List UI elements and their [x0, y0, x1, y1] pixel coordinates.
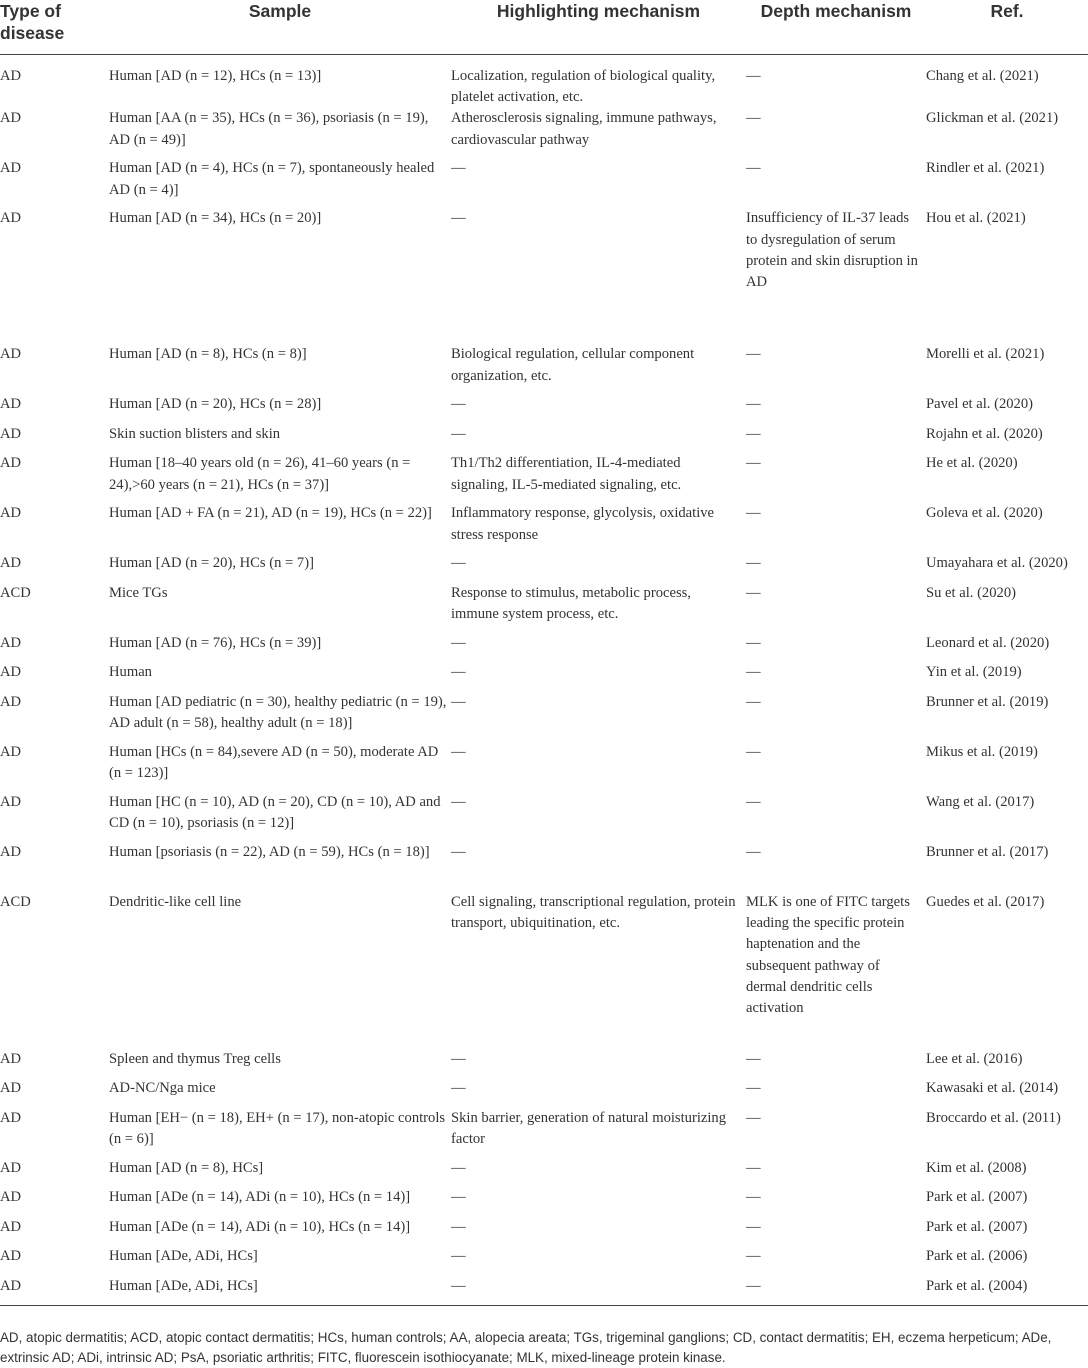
- cell-type: AD: [0, 634, 22, 651]
- cell-ref: Park et al. (2007): [926, 1189, 1028, 1206]
- cell-sample: AD-NC/Nga mice: [109, 1080, 216, 1097]
- cell-highlighting: —: [451, 425, 466, 442]
- table-row: [0, 1158, 1088, 1188]
- cell-type: ACD: [0, 584, 31, 601]
- header-ref: Ref.: [926, 0, 1088, 55]
- cell-type: AD: [0, 160, 22, 177]
- cell-sample: Human [AD (n = 34), HCs (n = 20)]: [109, 210, 322, 227]
- cell-highlighting: —: [451, 1248, 466, 1265]
- cell-sample: Dendritic-like cell line: [109, 893, 242, 910]
- cell-highlighting: —: [451, 160, 466, 177]
- cell-highlighting: —: [451, 743, 466, 760]
- cell-sample: Human [AA (n = 35), HCs (n = 36), psoriasis (n = 19), AD (n = 49)]: [109, 110, 429, 148]
- cell-type: AD: [0, 1248, 22, 1265]
- cell-ref: Park et al. (2004): [926, 1276, 1088, 1306]
- cell-sample: Human [18–40 years old (n = 26), 41–60 years (n = 24),>60 years (n = 21), HCs (n = 37)]: [109, 455, 411, 493]
- cell-depth: Insufficiency of IL-37 leads to dysregulation of serum protein and skin disruption in AD: [746, 210, 918, 291]
- table-row: [0, 662, 1088, 692]
- cell-ref: Wang et al. (2017): [926, 793, 1035, 810]
- cell-sample: Human [ADe, ADi, HCs]: [109, 1276, 451, 1306]
- cell-highlighting: —: [451, 843, 466, 860]
- table-row: [0, 842, 1088, 892]
- table-row: [0, 108, 1088, 158]
- cell-sample: Human [ADe, ADi, HCs]: [109, 1248, 258, 1265]
- cell-depth: —: [746, 68, 761, 84]
- cell-highlighting: —: [451, 555, 466, 572]
- cell-type: AD: [0, 1080, 22, 1097]
- table-row: [0, 1108, 1088, 1158]
- cell-sample: Human [AD (n = 8), HCs (n = 8)]: [109, 346, 307, 363]
- cell-highlighting: —: [451, 1189, 466, 1206]
- cell-highlighting: —: [451, 793, 466, 810]
- cell-depth: —: [746, 455, 761, 472]
- cell-depth: —: [746, 1080, 761, 1097]
- cell-sample: Human [psoriasis (n = 22), AD (n = 59), HCs (n = 18)]: [109, 843, 430, 860]
- cell-highlighting: —: [451, 664, 466, 681]
- cell-type: AD: [0, 396, 22, 413]
- header-depth-mechanism: Depth mechanism: [746, 0, 926, 55]
- cell-depth: —: [746, 693, 761, 710]
- cell-depth: —: [746, 664, 761, 681]
- cell-type: AD: [0, 664, 22, 681]
- cell-type: AD: [0, 210, 22, 227]
- table-row: [0, 55, 1088, 109]
- cell-ref: Chang et al. (2021): [926, 68, 1039, 84]
- table-body: [0, 55, 1088, 1306]
- cell-depth: —: [746, 1218, 761, 1235]
- cell-sample: Human [HCs (n = 84),severe AD (n = 50), moderate AD (n = 123)]: [109, 743, 439, 782]
- table-row: [0, 792, 1088, 842]
- cell-depth: —: [746, 160, 761, 177]
- table-row: [0, 892, 1088, 1049]
- cell-depth: —: [746, 396, 761, 413]
- cell-highlighting: Biological regulation, cellular component organization, etc.: [451, 346, 695, 384]
- cell-ref: Park et al. (2007): [926, 1218, 1028, 1235]
- cell-ref: Glickman et al. (2021): [926, 110, 1059, 127]
- cell-sample: Human [AD (n = 4), HCs (n = 7), spontaneously healed AD (n = 4)]: [109, 160, 435, 198]
- cell-type: AD: [0, 1050, 22, 1067]
- table-row: [0, 1246, 1088, 1276]
- cell-type: AD: [0, 793, 22, 810]
- cell-highlighting: —: [451, 1159, 466, 1176]
- cell-depth: —: [746, 346, 761, 363]
- cell-ref: Rojahn et al. (2020): [926, 425, 1043, 442]
- cell-highlighting: Skin barrier, generation of natural moisturizing factor: [451, 1109, 726, 1148]
- cell-sample: Human [AD pediatric (n = 30), healthy pediatric (n = 19), AD adult (n = 58), healthy adult (n = 18)]: [109, 693, 447, 732]
- cell-sample: Human [AD (n = 20), HCs (n = 7)]: [109, 555, 314, 572]
- cell-highlighting: —: [451, 396, 466, 413]
- cell-ref: Umayahara et al. (2020): [926, 555, 1068, 572]
- cell-highlighting: —: [451, 1080, 466, 1097]
- cell-depth: —: [746, 743, 761, 760]
- cell-type: AD: [0, 346, 22, 363]
- cell-ref: Kawasaki et al. (2014): [926, 1080, 1059, 1097]
- cell-ref: Hou et al. (2021): [926, 210, 1026, 227]
- cell-sample: Human: [109, 664, 152, 681]
- cell-highlighting: Cell signaling, transcriptional regulation, protein transport, ubiquitination, etc.: [451, 893, 736, 932]
- cell-ref: Su et al. (2020): [926, 584, 1016, 601]
- table-footnote: AD, atopic dermatitis; ACD, atopic contact dermatitis; HCs, human controls; AA, alopecia areata; TGs, trigeminal ganglions; CD, contact dermatitis; EH, eczema herpeticum; ADe, extrinsic AD; ADi, intrinsic AD; PsA, psoriatic arthritis; FITC, fluorescein isothiocyanate; MLK, mixed-lineage protein kinase.: [0, 1330, 1052, 1365]
- cell-ref: He et al. (2020): [926, 455, 1018, 472]
- cell-sample: Spleen and thymus Treg cells: [109, 1050, 281, 1067]
- header-highlighting-mechanism: Highlighting mechanism: [451, 0, 746, 55]
- cell-highlighting: —: [451, 210, 466, 227]
- cell-ref: Pavel et al. (2020): [926, 396, 1033, 413]
- cell-highlighting: —: [451, 1276, 746, 1306]
- cell-highlighting: Inflammatory response, glycolysis, oxidative stress response: [451, 505, 715, 543]
- table-row: [0, 553, 1088, 583]
- cell-sample: Human [AD + FA (n = 21), AD (n = 19), HCs (n = 22)]: [109, 505, 432, 522]
- cell-ref: Rindler et al. (2021): [926, 160, 1045, 177]
- table-row: [0, 1049, 1088, 1079]
- cell-depth: —: [746, 555, 761, 572]
- cell-depth: —: [746, 110, 761, 127]
- cell-type: AD: [0, 1218, 22, 1235]
- cell-type: AD: [0, 693, 22, 710]
- cell-highlighting: —: [451, 1050, 466, 1067]
- cell-sample: Human [AD (n = 76), HCs (n = 39)]: [109, 634, 322, 651]
- table-row: [0, 633, 1088, 663]
- cell-sample: Human [EH− (n = 18), EH+ (n = 17), non-atopic controls (n = 6)]: [109, 1109, 446, 1148]
- cell-ref: Yin et al. (2019): [926, 664, 1022, 681]
- cell-ref: Guedes et al. (2017): [926, 893, 1045, 910]
- table-row: [0, 453, 1088, 503]
- cell-type: AD: [0, 555, 22, 572]
- cell-depth: —: [746, 1276, 926, 1306]
- cell-highlighting: —: [451, 1218, 466, 1235]
- cell-ref: Broccardo et al. (2011): [926, 1109, 1061, 1126]
- cell-type: AD: [0, 1159, 22, 1176]
- cell-type: AD: [0, 1276, 109, 1306]
- cell-type: AD: [0, 843, 22, 860]
- cell-highlighting: —: [451, 693, 466, 710]
- table-row: [0, 424, 1088, 454]
- cell-highlighting: —: [451, 634, 466, 651]
- table-row: [0, 692, 1088, 742]
- cell-type: AD: [0, 455, 22, 472]
- cell-sample: Human [AD (n = 20), HCs (n = 28)]: [109, 396, 322, 413]
- cell-depth: —: [746, 425, 761, 442]
- cell-depth: —: [746, 1248, 761, 1265]
- cell-ref: Brunner et al. (2019): [926, 693, 1049, 710]
- table-row: [0, 1187, 1088, 1217]
- table-row: [0, 503, 1088, 553]
- cell-depth: —: [746, 1159, 761, 1176]
- cell-ref: Morelli et al. (2021): [926, 346, 1045, 363]
- cell-type: AD: [0, 1189, 22, 1206]
- cell-sample: Human [ADe (n = 14), ADi (n = 10), HCs (n = 14)]: [109, 1218, 411, 1235]
- cell-ref: Brunner et al. (2017): [926, 843, 1049, 860]
- cell-ref: Mikus et al. (2019): [926, 743, 1038, 760]
- table-header-row: [0, 0, 1088, 55]
- cell-ref: Goleva et al. (2020): [926, 505, 1043, 522]
- cell-depth: —: [746, 505, 761, 522]
- header-sample: Sample: [109, 0, 451, 55]
- table-row: [0, 583, 1088, 633]
- cell-type: AD: [0, 425, 22, 442]
- table-row: [0, 1078, 1088, 1108]
- cell-ref: Leonard et al. (2020): [926, 634, 1050, 651]
- cell-highlighting: Localization, regulation of biological quality, platelet activation, etc.: [451, 68, 716, 106]
- cell-type: AD: [0, 505, 22, 522]
- table-row: [0, 1217, 1088, 1247]
- cell-depth: —: [746, 584, 761, 601]
- cell-sample: Skin suction blisters and skin: [109, 425, 281, 442]
- cell-type: AD: [0, 743, 22, 760]
- table-row: [0, 742, 1088, 792]
- table-row: [0, 344, 1088, 394]
- cell-sample: Human [ADe (n = 14), ADi (n = 10), HCs (n = 14)]: [109, 1189, 411, 1206]
- cell-ref: Park et al. (2006): [926, 1248, 1028, 1265]
- table-row: [0, 1276, 1088, 1306]
- cell-depth: —: [746, 1050, 761, 1067]
- cell-depth: —: [746, 1189, 761, 1206]
- cell-depth: MLK is one of FITC targets leading the specific protein haptenation and the subsequent pathway of dermal dendritic cells activation: [746, 893, 910, 1016]
- cell-sample: Human [AD (n = 12), HCs (n = 13)]: [109, 68, 322, 84]
- cell-highlighting: Response to stimulus, metabolic process, immune system process, etc.: [451, 584, 691, 623]
- cell-depth: —: [746, 1109, 761, 1126]
- table-row: [0, 158, 1088, 208]
- cell-highlighting: Atherosclerosis signaling, immune pathways, cardiovascular pathway: [451, 110, 717, 148]
- cell-ref: Lee et al. (2016): [926, 1050, 1023, 1067]
- cell-type: ACD: [0, 893, 31, 910]
- cell-sample: Human [HC (n = 10), AD (n = 20), CD (n = 10), AD and CD (n = 10), psoriasis (n = 12)]: [109, 793, 441, 832]
- cell-type: AD: [0, 1109, 22, 1126]
- cell-depth: —: [746, 793, 761, 810]
- cell-sample: Human [AD (n = 8), HCs]: [109, 1159, 264, 1176]
- header-type-of-disease: Type of disease: [0, 0, 109, 55]
- cell-sample: Mice TGs: [109, 584, 168, 601]
- cell-highlighting: Th1/Th2 differentiation, IL-4-mediated signaling, IL-5-mediated signaling, etc.: [451, 455, 682, 493]
- table-row: [0, 394, 1088, 424]
- cell-type: AD: [0, 68, 22, 84]
- cell-ref: Kim et al. (2008): [926, 1159, 1027, 1176]
- cell-depth: —: [746, 843, 761, 860]
- cell-depth: —: [746, 634, 761, 651]
- cell-type: AD: [0, 110, 22, 127]
- table-row: [0, 208, 1088, 344]
